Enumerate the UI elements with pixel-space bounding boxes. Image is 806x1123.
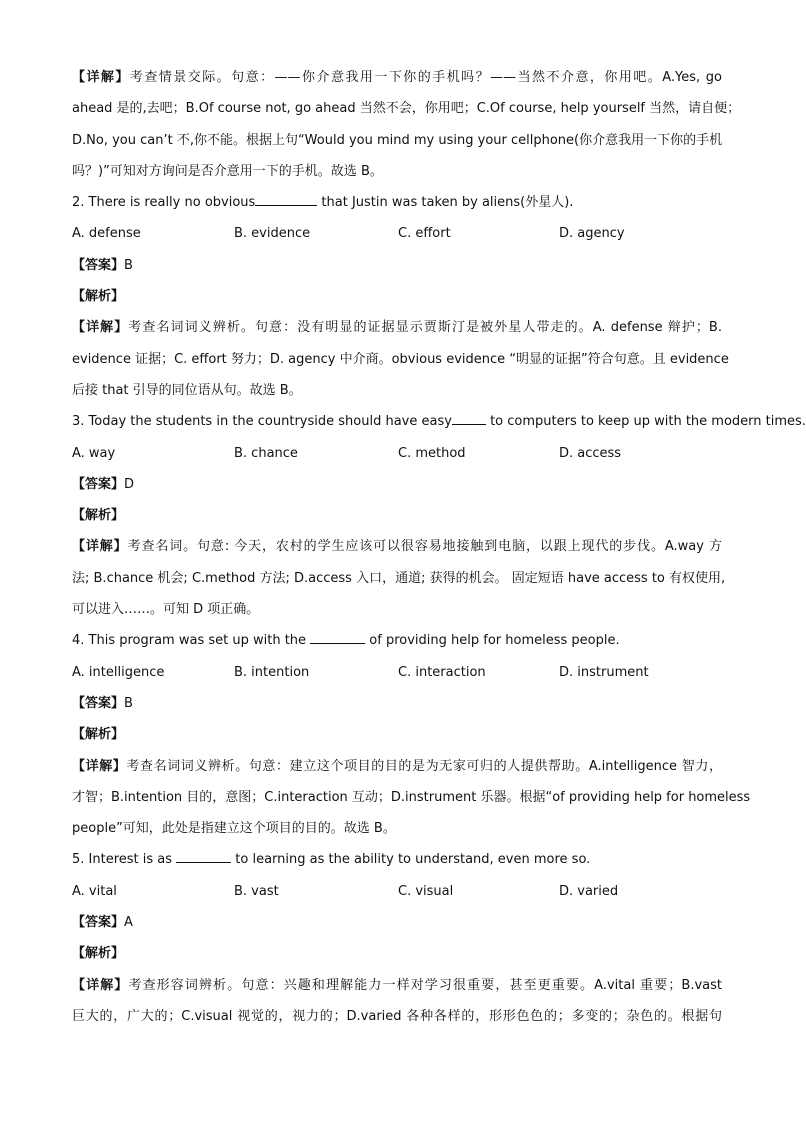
line-text: 考查情景交际。句意：——你介意我用一下你的手机吗？——当然不介意，你用吧。A.Yes, go [129, 70, 722, 85]
option-a: A. vital [72, 883, 117, 899]
option-c: C. visual [398, 883, 454, 899]
answer-blank [255, 193, 317, 206]
answer-value: A [124, 915, 133, 931]
line-text: D.No, you can’t 不,你不能。根据上句“Would you mind my using your cellphone(你介意我用一下你的手机 [72, 132, 723, 148]
line-text: 才智；B.intention 目的，意图；C.interaction 互动；D.instrument 乐器。根据“of providing help for homeless [72, 789, 751, 805]
text-line [72, 93, 741, 124]
line-text: 后接 that 引导的同位语从句。故选 B。 [72, 382, 302, 398]
option-b: B. vast [234, 883, 279, 899]
options-row [72, 218, 722, 249]
question-text: of providing help for homeless people. [365, 633, 620, 649]
answer-line [72, 907, 722, 938]
text-line [72, 156, 722, 187]
answer-label: 【答案】 [72, 915, 125, 931]
text-line [72, 312, 722, 343]
detail-tag: 【详解】 [72, 758, 127, 774]
text-line [72, 751, 722, 782]
option-b: B. evidence [234, 226, 311, 242]
text-line [72, 970, 722, 1001]
text-line [72, 813, 722, 844]
answer-value: B [124, 695, 133, 711]
answer-blank [452, 412, 486, 425]
text-line [72, 782, 751, 813]
option-c: C. interaction [398, 664, 486, 680]
line-text: 吗？)”可知对方询问是否介意用一下的手机。故选 B。 [72, 163, 383, 179]
question-stem [72, 406, 806, 437]
detail-tag: 【详解】 [72, 320, 129, 336]
option-a: A. defense [72, 226, 141, 242]
analysis-label: 【解析】 [72, 289, 125, 305]
option-b: B. chance [234, 445, 298, 461]
line-text: 法; B.chance 机会; C.method 方法; D.access 入口，通道; 获得的机会。 固定短语 have access to 有权使用, [72, 570, 726, 586]
text-line [72, 563, 726, 594]
document-page [72, 62, 806, 1032]
answer-blank [176, 850, 231, 863]
detail-tag: 【详解】 [72, 70, 130, 85]
answer-value: B [124, 257, 133, 273]
option-d: D. agency [559, 226, 625, 242]
line-text: people”可知，此处是指建立这个项目的目的。故选 B。 [72, 821, 396, 837]
question-text: 4. This program was set up with the [72, 633, 311, 649]
options-row [72, 438, 722, 469]
detail-tag: 【详解】 [72, 977, 129, 993]
analysis-label: 【解析】 [72, 946, 125, 962]
options-row [72, 657, 722, 688]
question-stem [72, 187, 722, 218]
option-b: B. intention [234, 664, 310, 680]
answer-value: D [124, 476, 135, 492]
text-line [72, 594, 722, 625]
options-row [72, 876, 722, 907]
detail-tag: 【详解】 [72, 539, 128, 555]
answer-label: 【答案】 [72, 476, 125, 492]
question-text: 5. Interest is as [72, 852, 177, 868]
text-line [72, 375, 722, 406]
text-line [72, 344, 729, 375]
answer-line [72, 469, 722, 500]
option-d: D. varied [559, 883, 619, 899]
option-a: A. intelligence [72, 664, 165, 680]
question-text: 3. Today the students in the countryside should have easy [72, 414, 452, 430]
question-stem [72, 625, 722, 656]
option-a: A. way [72, 445, 116, 461]
line-text: 考查名词。句意: 今天，农村的学生应该可以很容易地接触到电脑，以跟上现代的步伐。A.way 方 [127, 539, 722, 555]
option-d: D. instrument [559, 664, 649, 680]
line-text: 巨大的，广大的；C.visual 视觉的，视力的；D.varied 各种各样的，形形色色的；多变的；杂色的。根据句 [72, 1008, 722, 1024]
answer-blank [310, 631, 365, 644]
line-text: 考查名词词义辨析。句意：没有明显的证据显示贾斯汀是被外星人带走的。A. defense 辩护；B. [128, 320, 722, 336]
line-text: 考查形容词辨析。句意：兴趣和理解能力一样对学习很重要，甚至更重要。A.vital 重要；B.vast [128, 977, 722, 993]
line-text: evidence 证据；C. effort 努力；D. agency 中介商。obvious evidence “明显的证据”符合句意。且 evidence [72, 351, 729, 367]
option-c: C. effort [398, 226, 451, 242]
text-line [72, 62, 722, 93]
answer-label: 【答案】 [72, 257, 125, 273]
analysis-label: 【解析】 [72, 727, 125, 743]
answer-label: 【答案】 [72, 695, 125, 711]
question-text: to learning as the ability to understand, even more so. [231, 852, 591, 868]
analysis-label: 【解析】 [72, 508, 125, 524]
line-text: 考查名词词义辨析。句意：建立这个项目的目的是为无家可归的人提供帮助。A.intelligence 智力， [126, 758, 722, 774]
option-d: D. access [559, 445, 622, 461]
question-text: that Justin was taken by aliens(外星人). [317, 195, 574, 211]
question-stem [72, 844, 722, 875]
line-text: 可以进入……。可知 D 项正确。 [72, 602, 260, 618]
question-text: 2. There is really no obvious [72, 195, 256, 211]
line-text: ahead 是的,去吧；B.Of course not, go ahead 当然不会，你用吧；C.Of course, help yourself 当然，请自便； [72, 101, 741, 117]
question-text: to computers to keep up with the modern times. [485, 414, 806, 430]
text-line [72, 125, 722, 156]
text-line [72, 531, 722, 562]
option-c: C. method [398, 445, 466, 461]
answer-line [72, 250, 722, 281]
text-line [72, 1001, 722, 1032]
answer-line [72, 688, 722, 719]
